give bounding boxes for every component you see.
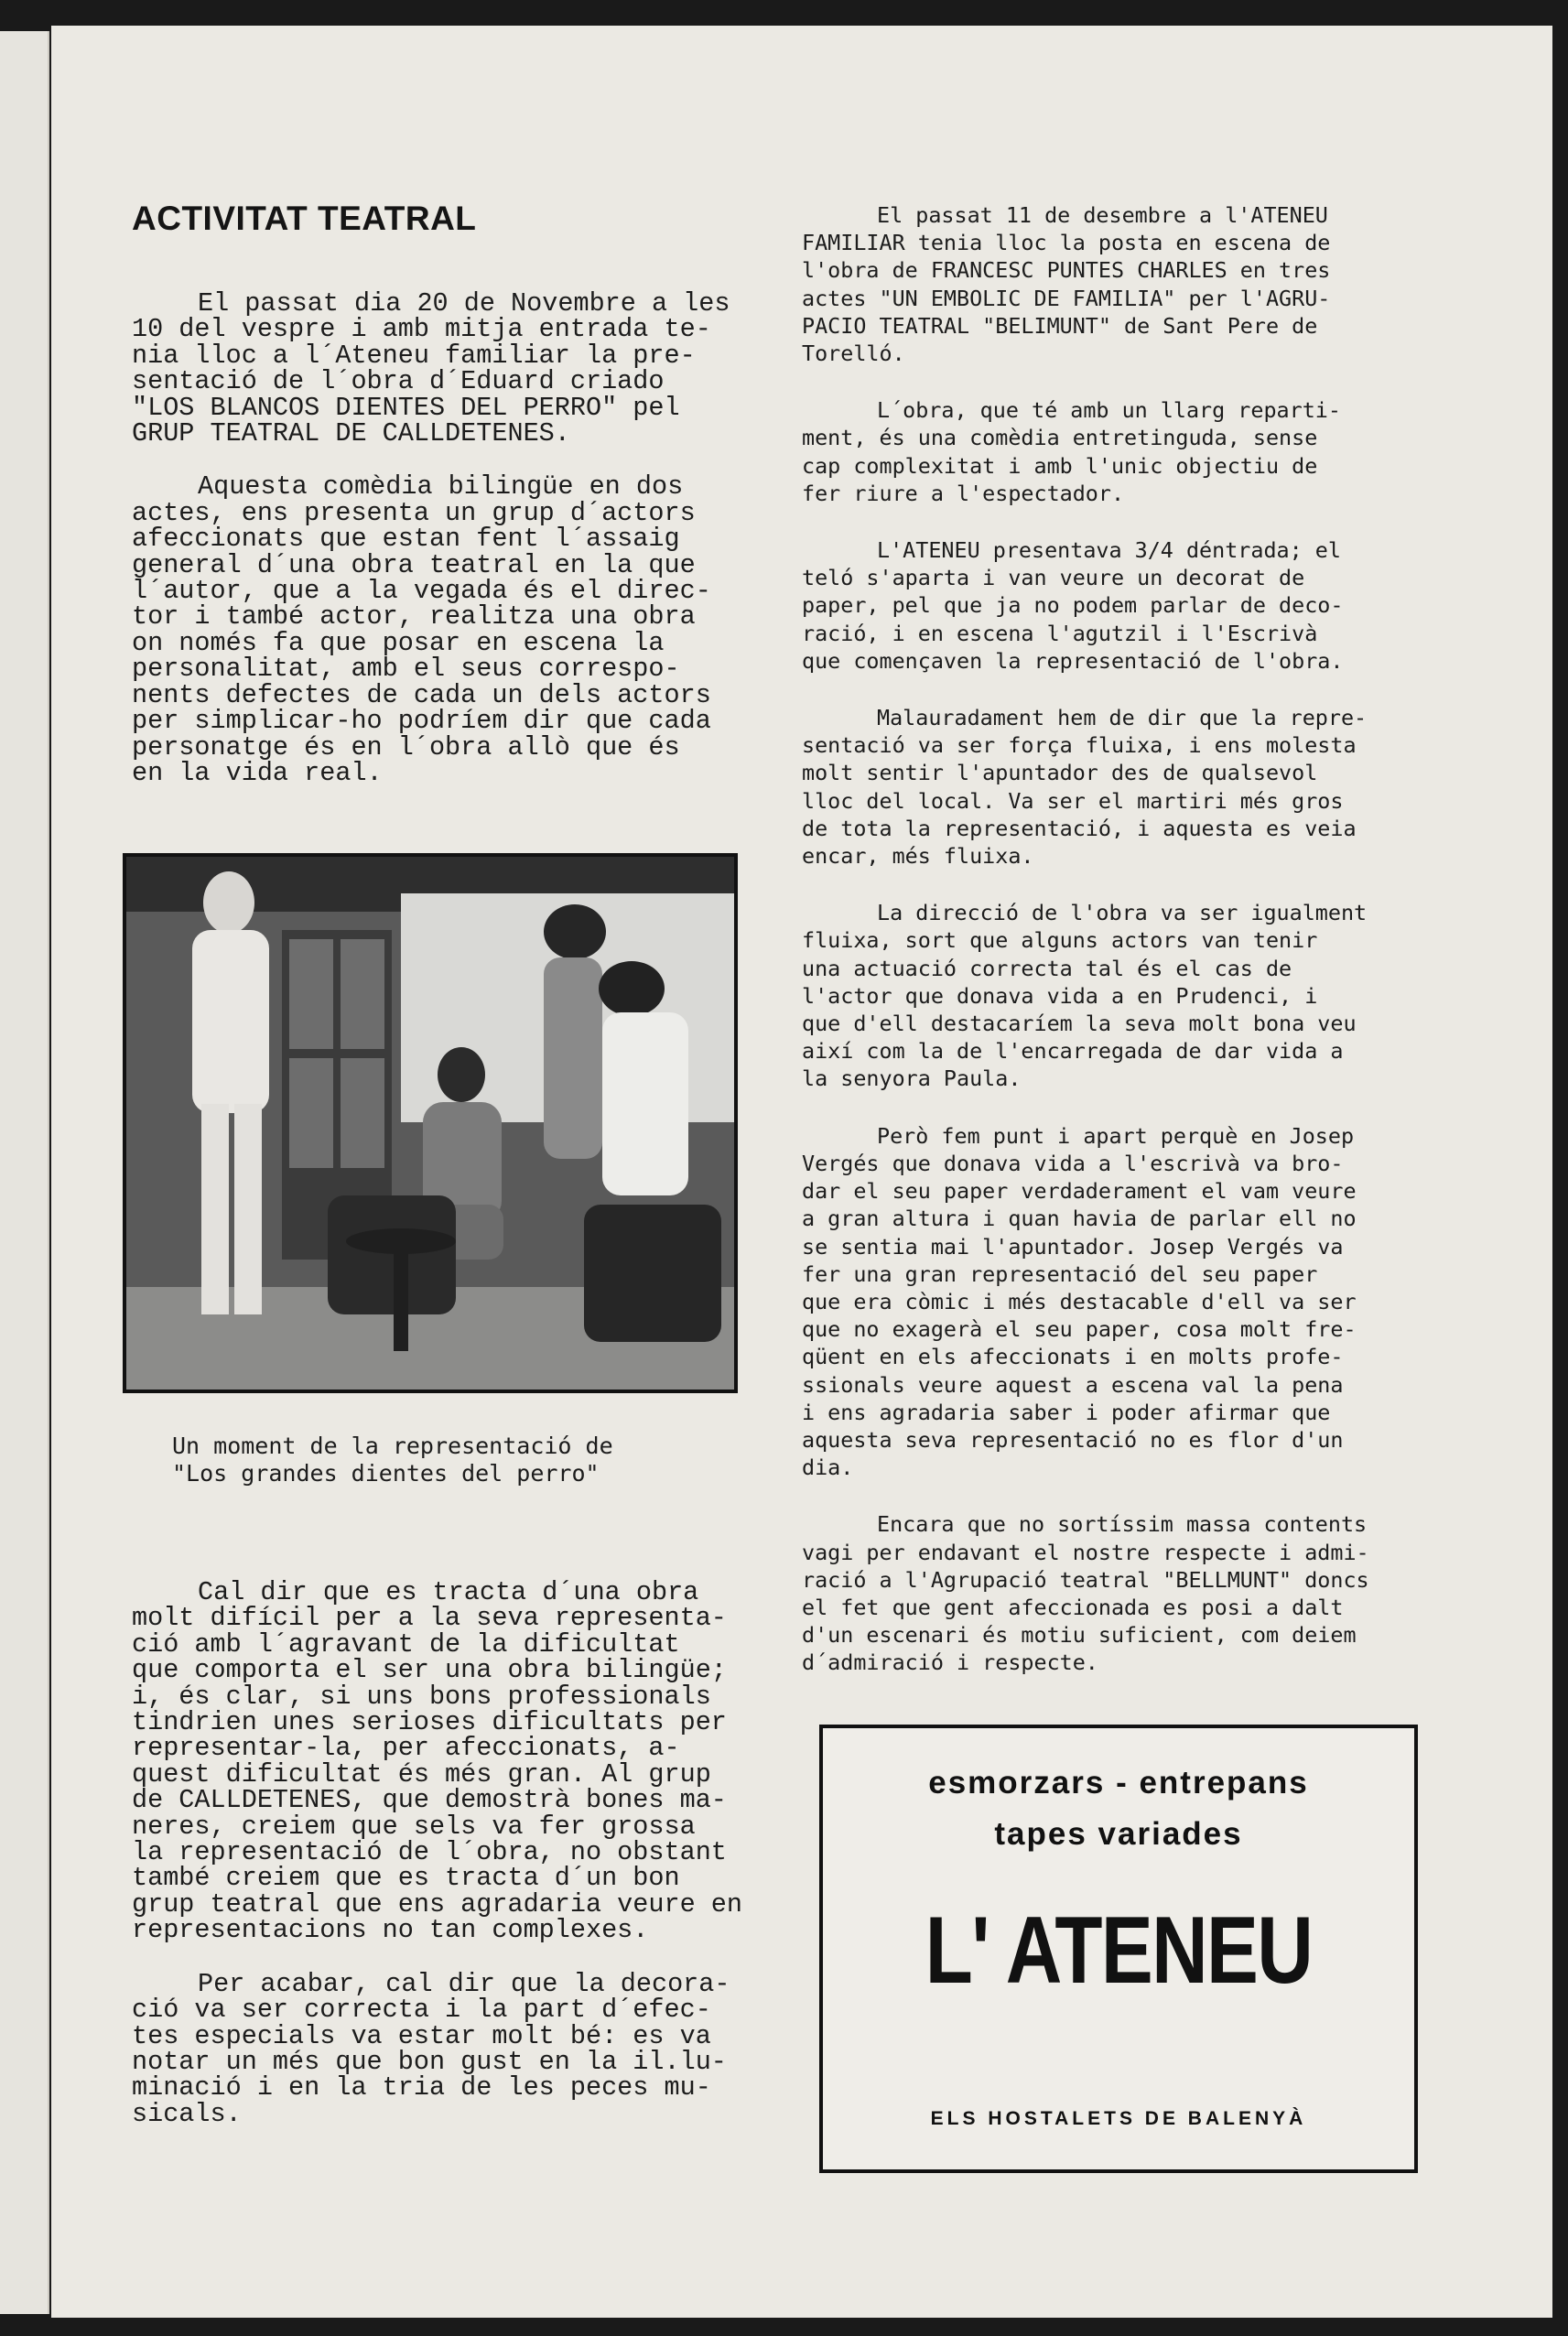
ad-services-line: esmorzars - entrepans — [928, 1765, 1309, 1801]
caption-line: Un moment de la representació de — [172, 1433, 613, 1459]
photo-caption — [172, 1433, 613, 1487]
article-paragraph: Però fem punt i apart perquè en Josep Vergés que donava vida a l'escrivà va bro- dar el seu paper verdaderament el vam veure a gran altura i quan havia de parlar ell no se sentia mai l'apuntador. Josep Vergés va fer una gran representació del seu paper que era còmic i més destacable d'ell va ser que no exagerà el seu paper, cosa molt fre- qüent en els afeccionats i en molts profe- ssionals veure aquest a escena val la pena i ens agradaria saber i poder afirmar que aquesta seva representació no es flor d'un dia. — [802, 1122, 1357, 1481]
ad-address: ELS HOSTALETS DE BALENYÀ — [930, 2108, 1307, 2129]
right-column — [802, 201, 1406, 1706]
theatre-photo — [123, 853, 738, 1393]
theatre-scene-illustration — [126, 857, 734, 1390]
page-title: ACTIVITAT TEATRAL — [132, 200, 477, 237]
article-paragraph: El passat dia 20 de Novembre a les 10 del vespre i amb mitja entrada te- nia lloc a l´Ateneu familiar la pre- sentació de l´obra d´Eduard criado "LOS BLANCOS DIENTES DEL PERRO" pel GRUP TEATRAL DE CALLDETENES. — [132, 288, 730, 449]
article-paragraph: Encara que no sortíssim massa contents vagi per endavant el nostre respecte i admi- ració a l'Agrupació teatral "BELLMUNT" doncs el fet que gent afeccionada es posi a dalt d'un escenari és motiu suficient, com deiem d´admiració i respecte. — [802, 1511, 1369, 1676]
article-paragraph: L'ATENEU presentava 3/4 déntrada; el teló s'aparta i van veure un decorat de paper, pel que ja no podem parlar de deco- ració, i en escena l'agutzil i l'Escrivà que començaven la representació de l'obra. — [802, 537, 1344, 674]
article-paragraph: Aquesta comèdia bilingüe en dos actes, ens presenta un grup d´actors afeccionats que estan fent l´assaig general d´una obra teatral en la que l´autor, que a la vegada és el direc- tor i també actor, realitza una obra on només fa que posar en escena la personalitat, amb el seus correspo- nents defectes de cada un dels actors per simplicar-ho podríem dir que cada personatge és en l´obra allò que és en la vida real. — [132, 471, 711, 788]
left-column-top — [132, 288, 782, 814]
advertisement-box — [819, 1725, 1418, 2173]
article-paragraph: Per acabar, cal dir que la decora- ció va ser correcta i la part d´efec- tes especials va estar molt bé: es va notar un més que bon gust en la il.lu- minació i en la tria de les peces mu- sicals. — [132, 1968, 730, 2129]
article-paragraph: L´obra, que té amb un llarg reparti- ment, és una comèdia entretinguda, sense cap complexitat i amb l'unic objectiu de fer riure a l'espectador. — [802, 397, 1341, 506]
previous-page-edge — [0, 31, 49, 2314]
article-paragraph: La direcció de l'obra va ser igualment fluixa, sort que alguns actors van tenir una actuació correcta tal és el cas de l'actor que donava vida a en Prudenci, i que d'ell destacaríem la seva molt bona veu així com la de l'encarregada de dar vida a la senyora Paula. — [802, 900, 1368, 1092]
article-paragraph: Cal dir que es tracta d´una obra molt difícil per a la seva representa- ció amb l´agravant de la dificultat que comporta el ser una obra bilingüe; i, és clar, si uns bons professionals tindrien unes serioses dificultats per representar-la, per afeccionats, a- quest dificultat és més gran. Al grup de CALLDETENES, que demostrà bones ma- neres, creiem que sels va fer grossa la representació de l´obra, no obstant també creiem que es tracta d´un bon grup teatral que ens agradaria veure en representacions no tan complexes. — [132, 1577, 743, 1946]
article-paragraph: Malauradament hem de dir que la repre- sentació va ser força fluixa, i ens molesta molt sentir l'apuntador des de qualsevol lloc del local. Va ser el martiri més gros de tota la representació, i aquesta es veia encar, més fluixa. — [802, 705, 1368, 870]
article-paragraph: El passat 11 de desembre a l'ATENEU FAMILIAR tenia lloc la posta en escena de l'obra de FRANCESC PUNTES CHARLES en tres actes "UN EMBOLIC DE FAMILIA" per l'AGRU- PACIO TEATRAL "BELIMUNT" de Sant Pere de Torelló. — [802, 202, 1331, 367]
left-column-bottom — [132, 1577, 782, 2155]
caption-line: "Los grandes dientes del perro" — [172, 1460, 600, 1487]
ad-business-name: L' ATENEU — [925, 1898, 1313, 2004]
ad-services-line: tapes variades — [994, 1816, 1243, 1852]
